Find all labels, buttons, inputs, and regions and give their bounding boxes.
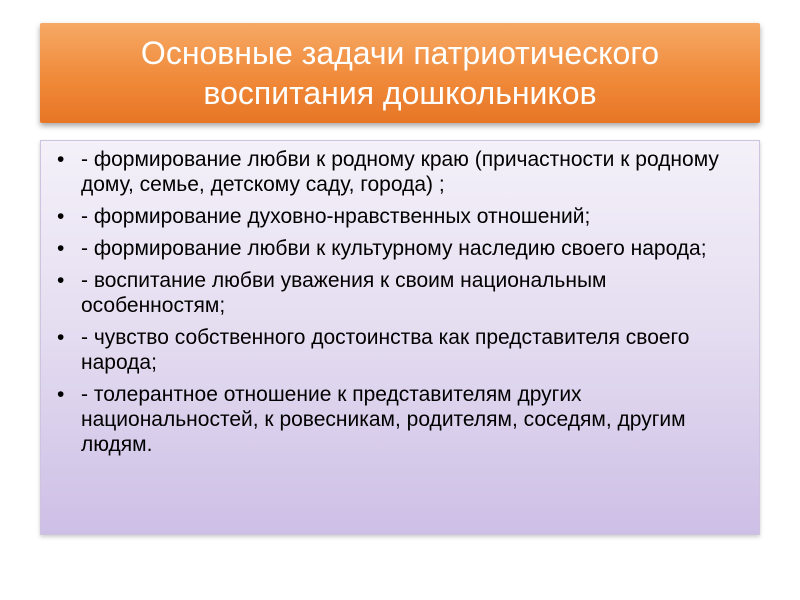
bullet-icon: •	[57, 326, 65, 349]
list-item	[55, 325, 749, 375]
bullet-icon: •	[57, 148, 65, 171]
list-item	[55, 268, 749, 318]
bullet-list	[41, 141, 759, 457]
title-banner	[40, 23, 760, 123]
list-item-text: - формирование духовно-нравственных отношений;	[81, 205, 591, 228]
list-item	[55, 204, 749, 229]
list-item-text: - формирование любви к культурному наследию своего народа;	[81, 237, 707, 260]
slide-title-line-1: Основные задачи патриотического	[140, 35, 660, 71]
bullet-icon: •	[57, 237, 65, 260]
list-item-text: - чувство собственного достоинства как представителя своего народа;	[81, 326, 690, 374]
bullet-icon: •	[57, 205, 65, 228]
list-item	[55, 382, 749, 457]
bullet-icon: •	[57, 383, 65, 406]
bullet-icon: •	[57, 269, 65, 292]
content-panel	[40, 140, 760, 535]
list-item-text: - толерантное отношение к представителям других национальностей, к ровесникам, родителям, соседям, другим людям.	[81, 383, 686, 456]
list-item-text: - формирование любви к родному краю (причастности к родному дому, семье, детскому саду, города) ;	[81, 148, 719, 196]
list-item-text: - воспитание любви уважения к своим национальным особенностям;	[81, 269, 607, 317]
list-item	[55, 236, 749, 261]
list-item	[55, 147, 749, 197]
slide-title-line-2: воспитания дошкольников	[203, 75, 597, 111]
